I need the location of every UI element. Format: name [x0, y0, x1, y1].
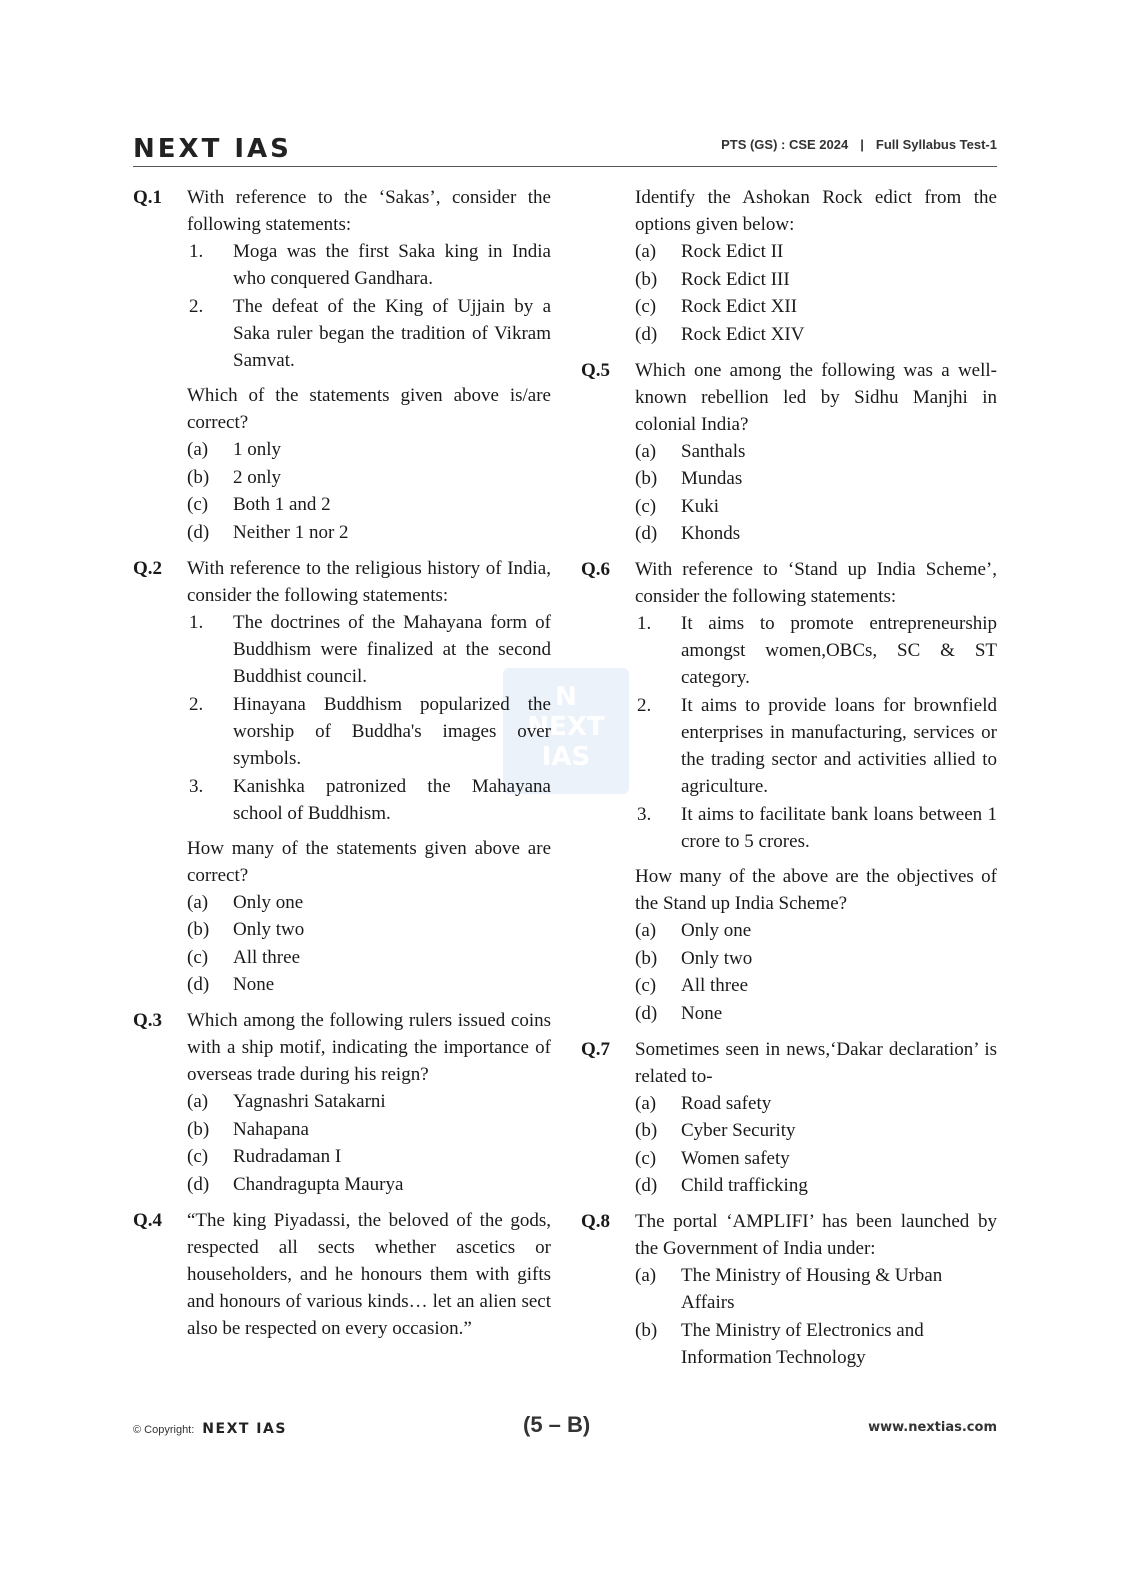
- option-text: Rock Edict XII: [681, 296, 798, 317]
- header-separator: |: [860, 137, 864, 152]
- test-name: Full Syllabus Test-1: [875, 137, 997, 152]
- option-list: [187, 1088, 551, 1198]
- question-5: [581, 357, 997, 548]
- option-list: [635, 1090, 997, 1200]
- option-d[interactable]: [635, 1000, 997, 1027]
- option-b[interactable]: [635, 1317, 997, 1371]
- option-text: Only two: [233, 919, 305, 940]
- statement: [187, 773, 551, 827]
- option-a[interactable]: [635, 917, 997, 944]
- option-text: Only one: [681, 920, 752, 941]
- option-c[interactable]: [187, 944, 551, 971]
- option-label: (b): [635, 947, 658, 969]
- watermark-line: NEXT: [527, 712, 605, 742]
- option-text: Rudradaman I: [233, 1146, 342, 1167]
- website-link[interactable]: www.nextias.com: [868, 1420, 997, 1435]
- question-4-continued: [581, 184, 997, 348]
- question-number: Q.1: [133, 187, 163, 208]
- option-label: (d): [187, 1173, 210, 1195]
- question-7: [581, 1036, 997, 1200]
- footer-logo: NEXT IAS: [202, 1421, 287, 1437]
- option-label: (b): [635, 268, 658, 290]
- option-label: (a): [635, 1265, 657, 1286]
- option-list: [187, 436, 551, 546]
- statement-text: The defeat of the King of Ujjain by a Saka ruler began the tradition of Vikram Samvat.: [233, 296, 551, 371]
- option-label: (a): [187, 891, 209, 913]
- test-info: [721, 137, 997, 152]
- option-label: (c): [635, 495, 657, 517]
- option-list: [635, 238, 997, 348]
- option-text: Neither 1 nor 2: [233, 521, 349, 543]
- question-number: Q.2: [133, 557, 163, 579]
- option-label: (c): [187, 946, 209, 968]
- option-label: (d): [635, 523, 658, 544]
- statement-number: 3.: [189, 775, 204, 797]
- question-text: With reference to ‘Stand up India Scheme’, consider the following statements:: [635, 559, 997, 607]
- option-d[interactable]: [187, 1171, 551, 1198]
- copyright: [133, 1421, 287, 1437]
- option-label: (b): [635, 1319, 658, 1341]
- question-text: Sometimes seen in news,‘Dakar declaration’ is related to-: [635, 1038, 997, 1087]
- option-a[interactable]: [187, 436, 551, 463]
- question-text: Which one among the following was a well-known rebellion led by Sidhu Manjhi in colonial India?: [635, 359, 997, 435]
- question-text: Which among the following rulers issued coins with a ship motif, indicating the importance of overseas trade during his reign?: [187, 1010, 551, 1085]
- option-text: Child trafficking: [681, 1175, 808, 1196]
- option-label: (b): [635, 468, 658, 489]
- question-prompt: How many of the above are the objectives of the Stand up India Scheme?: [635, 866, 997, 914]
- statement-number: 2.: [189, 693, 204, 715]
- option-label: (c): [635, 296, 657, 317]
- option-d[interactable]: [187, 971, 551, 998]
- question-text: “The king Piyadassi, the beloved of the gods, respected all sects whether ascetics or householders, and he honours them with gifts and honours of various kinds… let an alien sect also be respected on every occasion.”: [187, 1209, 551, 1339]
- option-text: Rock Edict XIV: [681, 323, 805, 345]
- statement-text: Moga was the first Saka king in India who conquered Gandhara.: [233, 241, 551, 289]
- option-list: [635, 917, 997, 1027]
- option-label: (a): [635, 1092, 657, 1114]
- option-b[interactable]: [635, 465, 997, 492]
- option-text: None: [681, 1002, 723, 1024]
- exam-name: PTS (GS) : CSE 2024: [721, 137, 849, 152]
- statement: [187, 691, 551, 772]
- option-a[interactable]: [635, 1262, 997, 1316]
- option-label: (c): [635, 975, 657, 996]
- statement-text: The doctrines of the Mahayana form of Buddhism were finalized at the second Buddhist council.: [233, 611, 551, 687]
- statement-list: [635, 610, 997, 855]
- statement: [187, 293, 551, 374]
- option-b[interactable]: [187, 916, 551, 943]
- statement-list: [187, 609, 551, 827]
- option-text: 1 only: [233, 439, 282, 460]
- option-text: Yagnashri Satakarni: [233, 1091, 386, 1112]
- option-label: (c): [187, 494, 209, 515]
- brand-logo: NEXT IAS: [133, 134, 292, 164]
- option-c[interactable]: [635, 493, 997, 520]
- option-text: Nahapana: [233, 1118, 309, 1140]
- statement: [635, 692, 997, 800]
- option-text: Road safety: [681, 1092, 772, 1114]
- copyright-text: © Copyright:: [133, 1424, 195, 1436]
- statement-number: 1.: [189, 611, 204, 633]
- option-label: (b): [635, 1120, 658, 1141]
- option-b[interactable]: [187, 464, 551, 491]
- option-label: (d): [635, 1002, 658, 1024]
- statement-list: [187, 238, 551, 374]
- option-text: Kuki: [681, 495, 719, 517]
- option-b[interactable]: [187, 1116, 551, 1143]
- option-text: Only one: [233, 891, 304, 913]
- option-text: Rock Edict III: [681, 268, 790, 290]
- option-label: (a): [187, 1091, 209, 1112]
- option-text: The Ministry of Housing & Urban Affairs: [681, 1265, 943, 1313]
- option-a[interactable]: [635, 238, 997, 265]
- question-prompt: Which of the statements given above is/are correct?: [187, 385, 551, 433]
- option-text: Women safety: [681, 1147, 790, 1169]
- option-a[interactable]: [187, 889, 551, 916]
- question-text: With reference to the ‘Sakas’, consider the following statements:: [187, 187, 551, 235]
- option-text: 2 only: [233, 466, 282, 488]
- option-text: Chandragupta Maurya: [233, 1173, 404, 1195]
- option-label: (d): [187, 974, 210, 995]
- left-column: [133, 184, 551, 1351]
- option-text: All three: [233, 946, 301, 968]
- statement-number: 1.: [637, 613, 652, 634]
- option-label: (d): [187, 521, 210, 543]
- option-text: All three: [681, 975, 749, 996]
- option-d[interactable]: [187, 519, 551, 546]
- option-label: (b): [187, 1118, 210, 1140]
- statement-number: 2.: [189, 296, 204, 317]
- option-list: [635, 1262, 997, 1371]
- question-2: [133, 555, 551, 999]
- option-label: (b): [187, 919, 210, 940]
- option-a[interactable]: [187, 1088, 551, 1115]
- option-label: (a): [187, 439, 209, 460]
- question-8: [581, 1208, 997, 1371]
- statement-number: 3.: [637, 804, 652, 825]
- right-column: [581, 184, 997, 1380]
- option-a[interactable]: [635, 438, 997, 465]
- question-number: Q.5: [581, 359, 611, 381]
- page-footer: [133, 1412, 997, 1442]
- option-c[interactable]: [635, 293, 997, 320]
- question-4: [133, 1207, 551, 1342]
- statement: [635, 610, 997, 691]
- option-text: Rock Edict II: [681, 241, 784, 262]
- option-a[interactable]: [635, 1090, 997, 1117]
- question-number: Q.4: [133, 1209, 163, 1231]
- option-label: (a): [635, 440, 657, 462]
- option-text: Mundas: [681, 468, 743, 489]
- watermark-line: IAS: [541, 742, 591, 772]
- question-3: [133, 1007, 551, 1198]
- statement-text: It aims to provide loans for brownfield enterprises in manufacturing, services or the trading sector and activities allied to agriculture.: [681, 695, 997, 797]
- statement-text: It aims to facilitate bank loans between 1 crore to 5 crores.: [681, 804, 997, 852]
- option-list: [187, 889, 551, 999]
- option-label: (c): [187, 1146, 209, 1167]
- option-text: Only two: [681, 947, 753, 969]
- question-prompt: Identify the Ashokan Rock edict from the options given below:: [635, 187, 997, 235]
- option-c[interactable]: [635, 1145, 997, 1172]
- option-b[interactable]: [635, 266, 997, 293]
- statement-text: Kanishka patronized the Mahayana school of Buddhism.: [233, 775, 551, 824]
- statement-number: 1.: [189, 241, 204, 262]
- option-d[interactable]: [635, 1172, 997, 1199]
- option-list: [635, 438, 997, 548]
- question-1: [133, 184, 551, 546]
- question-number: Q.3: [133, 1010, 163, 1031]
- option-label: (a): [635, 920, 657, 941]
- option-label: (a): [635, 241, 657, 262]
- page-number: (5 – B): [523, 1412, 591, 1437]
- question-number: Q.6: [581, 559, 611, 580]
- option-d[interactable]: [635, 321, 997, 348]
- option-text: Santhals: [681, 440, 746, 462]
- question-prompt: How many of the statements given above are correct?: [187, 837, 551, 886]
- option-c[interactable]: [635, 972, 997, 999]
- option-c[interactable]: [187, 1143, 551, 1170]
- question-text: The portal ‘AMPLIFI’ has been launched by the Government of India under:: [635, 1211, 997, 1259]
- option-label: (c): [635, 1147, 657, 1169]
- option-text: Khonds: [681, 523, 741, 544]
- option-b[interactable]: [635, 945, 997, 972]
- option-c[interactable]: [187, 491, 551, 518]
- question-text: With reference to the religious history of India, consider the following statements:: [187, 557, 551, 606]
- option-label: (d): [635, 323, 658, 345]
- option-text: The Ministry of Electronics and Information Technology: [681, 1319, 924, 1368]
- statement: [635, 801, 997, 855]
- statement: [187, 238, 551, 292]
- statement: [187, 609, 551, 690]
- option-text: Both 1 and 2: [233, 494, 331, 515]
- question-number: Q.7: [581, 1038, 611, 1060]
- watermark-line: N: [555, 682, 577, 712]
- option-label: (d): [635, 1175, 658, 1196]
- statement-text: It aims to promote entrepreneurship amongst women,OBCs, SC & ST category.: [681, 613, 997, 688]
- option-b[interactable]: [635, 1117, 997, 1144]
- option-text: Cyber Security: [681, 1120, 796, 1141]
- question-number: Q.8: [581, 1211, 611, 1232]
- statement-number: 2.: [637, 695, 652, 716]
- option-label: (b): [187, 466, 210, 488]
- option-d[interactable]: [635, 520, 997, 547]
- option-text: None: [233, 974, 275, 995]
- statement-text: Hinayana Buddhism popularized the worship of Buddha's images over symbols.: [233, 693, 551, 769]
- question-6: [581, 556, 997, 1027]
- page-header: [133, 130, 997, 167]
